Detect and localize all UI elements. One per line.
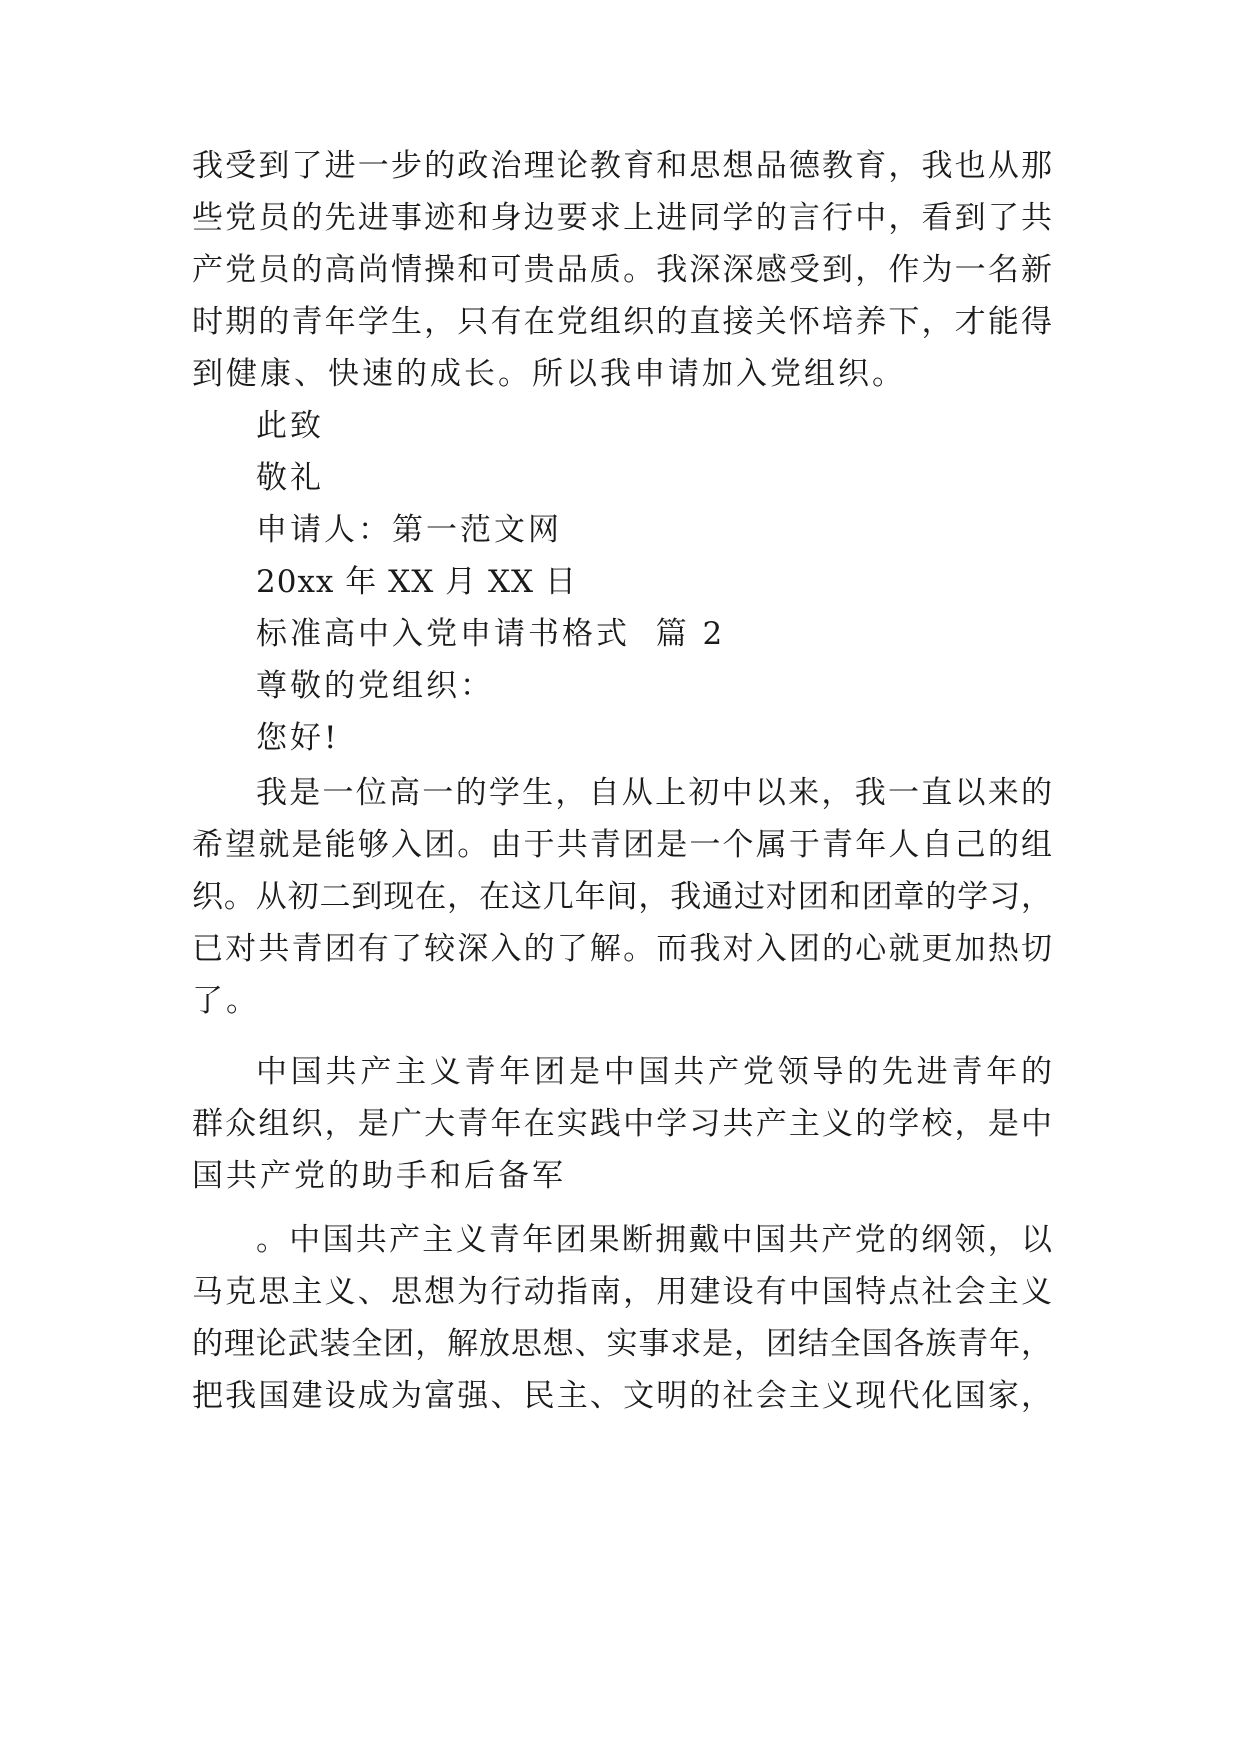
hello-line: 您好! <box>256 720 340 756</box>
paragraph-line: 马克思主义、思想为行动指南，用建设有中国特点社会主义 <box>192 1274 1052 1310</box>
paragraph-line: 已对共青团有了较深入的了解。而我对入团的心就更加热切 <box>192 931 1052 967</box>
paragraph-line: 中国共产主义青年团是中国共产党领导的先进青年的 <box>256 1054 1052 1090</box>
paragraph-line: 的理论武装全团，解放思想、实事求是，团结全国各族青年， <box>192 1326 1052 1362</box>
paragraph-line: 我是一位高一的学生，自从上初中以来，我一直以来的 <box>256 775 1052 811</box>
paragraph-line: 国共产党的助手和后备军 <box>192 1158 566 1194</box>
closing-text: 此致 <box>256 408 324 444</box>
paragraph-line: 希望就是能够入团。由于共青团是一个属于青年人自己的组 <box>192 827 1052 863</box>
salute-text: 敬礼 <box>256 460 324 496</box>
paragraph-line: 了。 <box>192 983 260 1019</box>
paragraph-line: 。中国共产主义青年团果断拥戴中国共产党的纲领，以 <box>256 1222 1052 1258</box>
paragraph-line: 些党员的先进事迹和身边要求上进同学的言行中，看到了共 <box>192 200 1052 236</box>
paragraph-line: 到健康、快速的成长。所以我申请加入党组织。 <box>192 356 906 392</box>
applicant-line: 申请人：第一范文网 <box>256 512 562 548</box>
date-line: 20xx 年 XX 月 XX 日 <box>256 564 577 600</box>
paragraph-line: 时期的青年学生，只有在党组织的直接关怀培养下，才能得 <box>192 304 1052 340</box>
section-title: 标准高中入党申请书格式 篇 2 <box>256 616 726 652</box>
paragraph-line: 织。从初二到现在，在这几年间，我通过对团和团章的学习， <box>192 879 1052 915</box>
paragraph-line: 我受到了进一步的政治理论教育和思想品德教育，我也从那 <box>192 148 1052 184</box>
paragraph-line: 产党员的高尚情操和可贵品质。我深深感受到，作为一名新 <box>192 252 1052 288</box>
paragraph-line: 把我国建设成为富强、民主、文明的社会主义现代化国家， <box>192 1378 1052 1414</box>
greeting-line: 尊敬的党组织： <box>256 668 494 704</box>
paragraph-line: 群众组织，是广大青年在实践中学习共产主义的学校，是中 <box>192 1106 1052 1142</box>
